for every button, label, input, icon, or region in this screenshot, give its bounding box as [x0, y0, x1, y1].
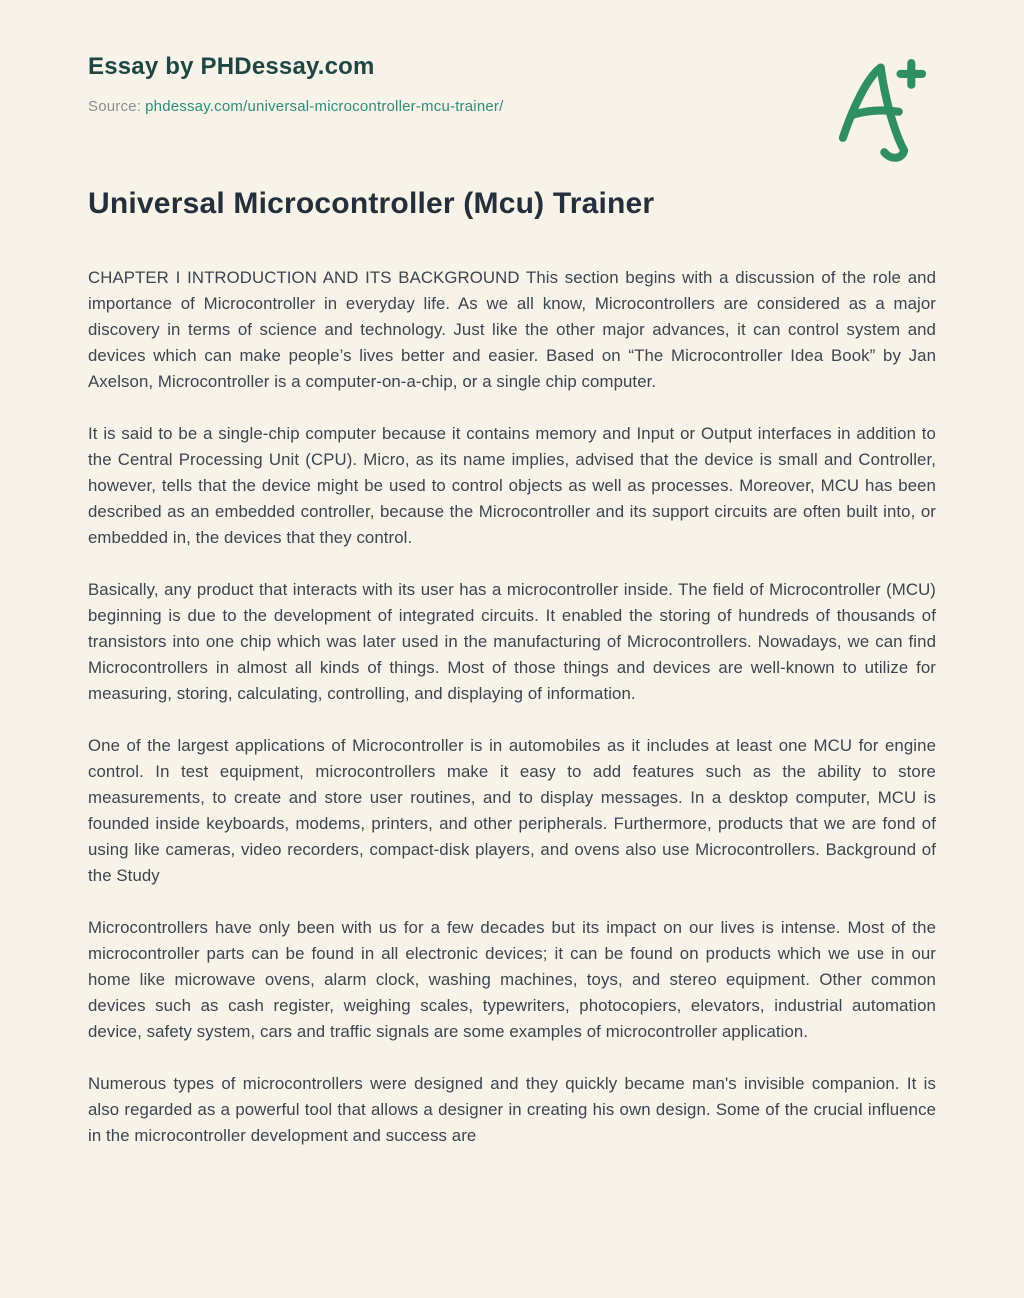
source-label: Source:	[88, 98, 142, 115]
paragraph-4: One of the largest applications of Microcontroller is in automobiles as it includes at least one MCU for engine control. In test equipment, microcontrollers make it easy to add features such as the ability to store measurements, to create and store user routines, and to display messages. In a desktop computer, MCU is founded inside keyboards, modems, printers, and other peripherals. Furthermore, products that we are fond of using like cameras, video recorders, compact-disk players, and ovens also use Microcontrollers. Background of the Study	[88, 736, 936, 885]
source-link[interactable]: phdessay.com/universal-microcontroller-mcu-trainer/	[145, 98, 504, 115]
essay-body	[88, 265, 936, 1149]
page-header	[88, 52, 936, 117]
paragraph-5: Microcontrollers have only been with us for a few decades but its impact on our lives is intense. Most of the microcontroller parts can be found in all electronic devices; it can be found on products which we use in our home like microwave ovens, alarm clock, washing machines, toys, and stereo equipment. Other common devices such as cash register, weighing scales, typewriters, photocopiers, elevators, industrial automation device, safety system, cars and traffic signals are some examples of microcontroller application.	[88, 918, 936, 1041]
essay-title: Universal Microcontroller (Mcu) Trainer	[88, 187, 655, 220]
byline: Essay by PHDessay.com	[88, 53, 375, 80]
phdessay-a-plus-logo-icon	[828, 55, 928, 163]
paragraph-2: It is said to be a single-chip computer because it contains memory and Input or Output interfaces in addition to the Central Processing Unit (CPU). Micro, as its name implies, advised that the device is small and Controller, however, tells that the device might be used to control objects as well as processes. Moreover, MCU has been described as an embedded controller, because the Microcontroller and its support circuits are often built into, or embedded in, the devices that they control.	[88, 424, 936, 547]
source-line	[88, 97, 936, 117]
paragraph-3: Basically, any product that interacts with its user has a microcontroller inside. The field of Microcontroller (MCU) beginning is due to the development of integrated circuits. It enabled the storing of hundreds of thousands of transistors into one chip which was later used in the manufacturing of Microcontrollers. Nowadays, we can find Microcontrollers in almost all kinds of things. Most of those things and devices are well-known to utilize for measuring, storing, calculating, controlling, and displaying of information.	[88, 580, 936, 703]
paragraph-6: Numerous types of microcontrollers were designed and they quickly became man's invisible companion. It is also regarded as a powerful tool that allows a designer in creating his own design. Some of the crucial influence in the microcontroller development and success are	[88, 1074, 936, 1145]
paragraph-1: CHAPTER I INTRODUCTION AND ITS BACKGROUND This section begins with a discussion of the role and importance of Microcontroller in everyday life. As we all know, Microcontrollers are considered as a major discovery in terms of science and technology. Just like the other major advances, it can control system and devices which can make people’s lives better and easier. Based on “The Microcontroller Idea Book” by Jan Axelson, Microcontroller is a computer-on-a-chip, or a single chip computer.	[88, 268, 936, 391]
